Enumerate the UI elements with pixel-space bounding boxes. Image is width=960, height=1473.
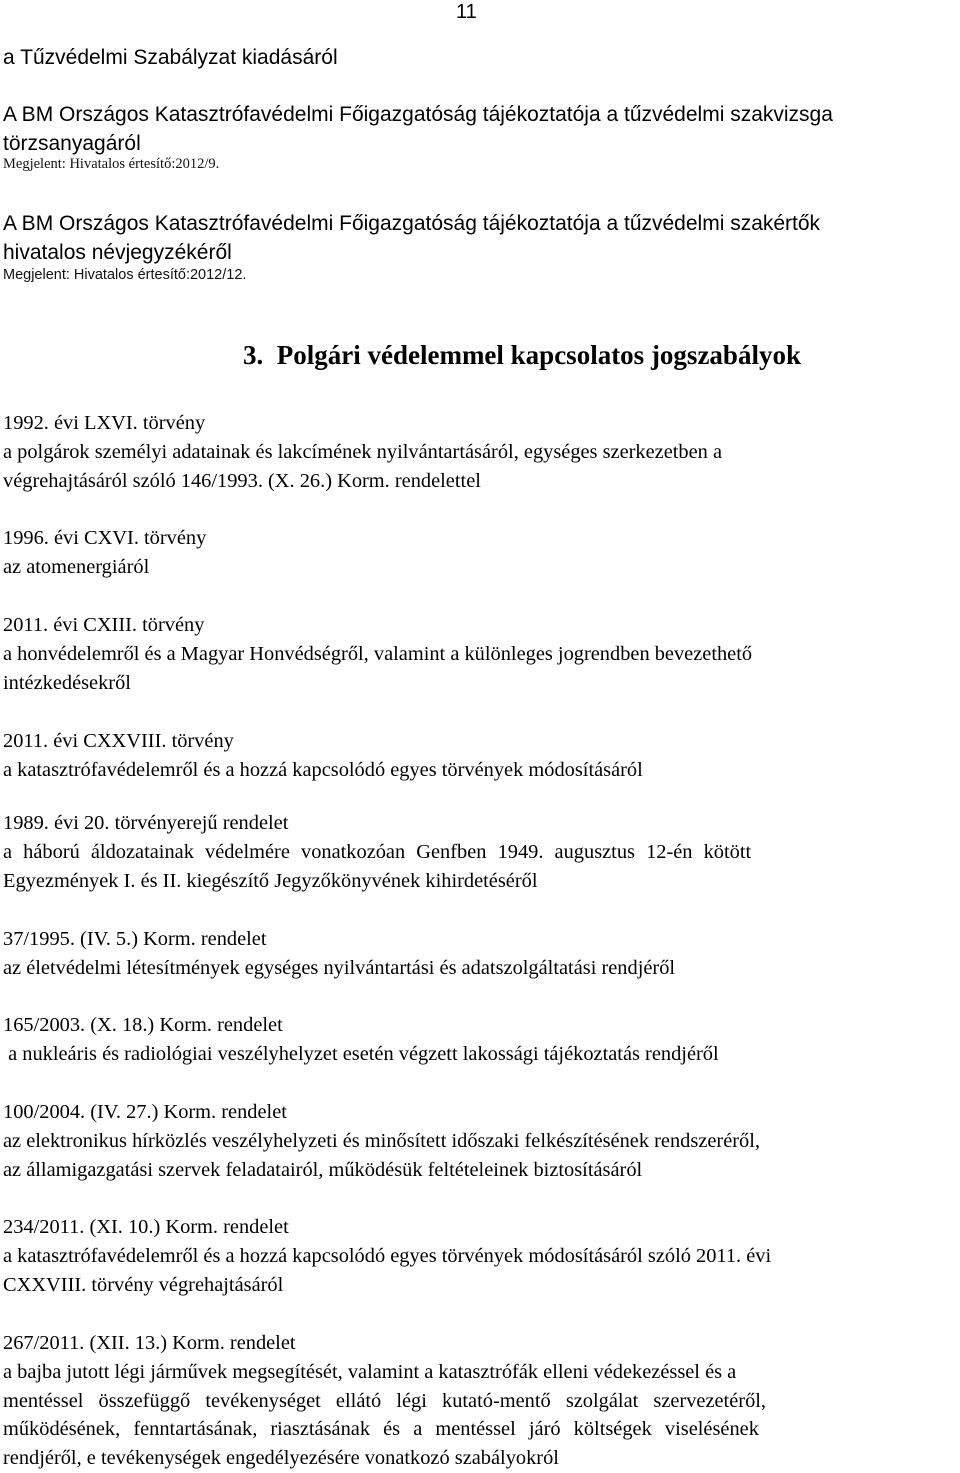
law-description: az atomenergiáról [3,555,150,578]
law-description: a katasztrófavédelemről és a hozzá kapcsolódó egyes törvények módosításáról [3,758,643,781]
item-title: A BM Országos Katasztrófavédelmi Főigazgatóság tájékoztatója a tűzvédelmi szakértők [3,212,821,235]
law-reference: 100/2004. (IV. 27.) Korm. rendelet [3,1101,287,1123]
law-entry [3,1213,956,1299]
law-description: intézkedésekről [3,671,131,694]
law-description: CXXVIII. törvény végrehajtásáról [3,1273,284,1296]
law-entry [3,1098,956,1184]
section-title: Polgári védelemmel kapcsolatos jogszabályok [276,340,801,370]
publication-note: Megjelent: Hivatalos értesítő:2012/9. [3,156,220,172]
law-reference: 1989. évi 20. törvényerejű rendelet [3,812,289,834]
law-description: működésének, fenntartásának, riasztásának és a mentéssel járó költségek viselésének [3,1418,759,1441]
law-entry [3,809,956,895]
law-reference: 37/1995. (IV. 5.) Korm. rendelet [3,928,267,950]
law-description: a bajba jutott légi járművek megsegítését, valamint a katasztrófák elleni védekezéssel és a [3,1360,737,1383]
law-description: az életvédelmi létesítmények egységes nyilvántartási és adatszolgáltatási rendjéről [3,956,676,979]
law-reference: 1992. évi LXVI. törvény [3,412,206,434]
publication-note: Megjelent: Hivatalos értesítő:2012/12. [3,267,247,283]
law-description: a háború áldozatainak védelmére vonatkozóan Genfben 1949. augusztus 12-én kötött [3,840,752,863]
law-entry [3,1011,956,1069]
law-reference: 234/2011. (XI. 10.) Korm. rendelet [3,1216,289,1238]
law-description: az elektronikus hírközlés veszélyhelyzeti és minősített időszaki felkészítésének rendszeréről, [3,1129,761,1152]
item-title: A BM Országos Katasztrófavédelmi Főigazgatóság tájékoztatója a tűzvédelmi szakvizsga [3,103,833,126]
law-reference: 1996. évi CXVI. törvény [3,527,207,549]
item-title-cont: hivatalos névjegyzékéről [3,241,232,264]
item-title: a Tűzvédelmi Szabályzat kiadásáról [3,46,338,69]
law-entry [3,611,956,697]
law-description: a katasztrófavédelemről és a hozzá kapcsolódó egyes törvények módosításáról szóló 2011. évi [3,1244,772,1267]
law-reference: 165/2003. (X. 18.) Korm. rendelet [3,1014,283,1036]
law-reference: 2011. évi CXXVIII. törvény [3,730,234,752]
law-description: a polgárok személyi adatainak és lakcímének nyilvántartásáról, egységes szerkezetben a [3,440,723,463]
page-number: 11 [456,1,477,23]
law-description: a honvédelemről és a Magyar Honvédségről, valamint a különleges jogrendben bevezethető [3,642,753,665]
law-entry [3,727,956,785]
law-description: mentéssel összefüggő tevékenységet ellátó légi kutató-mentő szolgálat szervezetéről, [3,1389,767,1412]
law-description: Egyezmények I. és II. kiegészítő Jegyzőkönyvének kihirdetéséről [3,869,538,892]
item-title-cont: törzsanyagáról [3,132,141,155]
law-entry [3,524,956,582]
law-description: rendjéről, e tevékenységek engedélyezésére vonatkozó szabályokról [3,1447,559,1470]
law-description: végrehajtásáról szóló 146/1993. (X. 26.) Korm. rendelettel [3,469,481,492]
law-entry [3,409,956,495]
law-entry [3,1329,956,1473]
law-reference: 2011. évi CXIII. törvény [3,614,205,636]
section-heading [243,338,801,372]
law-reference: 267/2011. (XII. 13.) Korm. rendelet [3,1332,296,1354]
law-description: a nukleáris és radiológiai veszélyhelyzet esetén végzett lakossági tájékoztatás rendjéről [3,1042,719,1065]
section-number: 3. [243,340,264,370]
law-description: az államigazgatási szervek feladatairól, működésük feltételeinek biztosításáról [3,1158,643,1181]
law-entry [3,925,956,983]
